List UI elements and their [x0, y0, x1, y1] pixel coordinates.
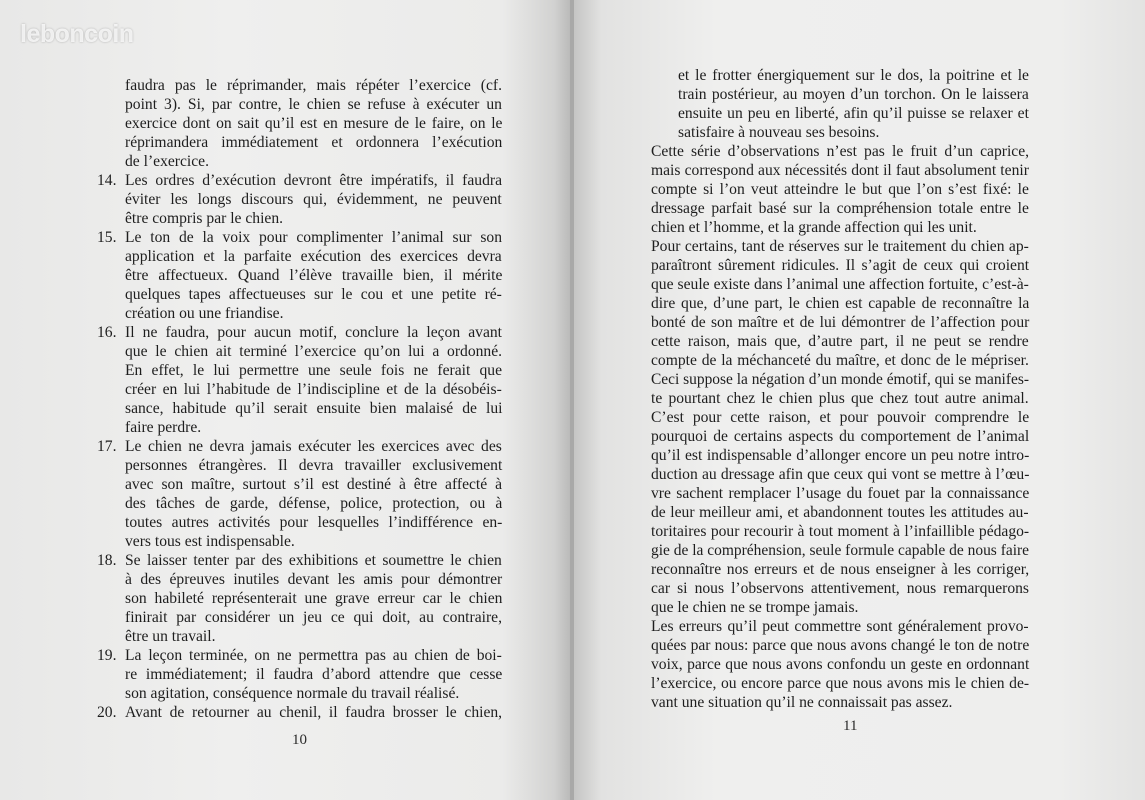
text-line: Pour certains, tant de réserves sur le traitement du chien ap- — [651, 238, 1029, 255]
text-line: toutes autres activités pour lesquelles l’indifférence en- — [125, 514, 503, 531]
text-line: réprimandera immédiatement et ordonnera l’exécution — [125, 134, 503, 151]
text-line: mais correspond aux nécessités dont il faut absolument tenir — [651, 162, 1029, 179]
text-line: créer en lui l’habitude de l’indiscipline et de la désobéis- — [125, 381, 502, 398]
text-line: vers tous est indispensable. — [125, 533, 295, 550]
text-line: Il ne faudra, pour aucun motif, conclure la leçon avant — [125, 324, 503, 341]
text-line: quelques tapes affectueuses sur le cou et une petite ré- — [125, 286, 502, 303]
text-line: exercice dont on sait qu’il est en mesure de le faire, on le — [125, 115, 503, 132]
text-line: cette raison, mais que, d’autre part, il ne peut se rendre — [651, 333, 1029, 350]
text-line: C’est pour cette raison, et pour pouvoir comprendre le — [651, 409, 1030, 426]
text-line: des tâches de garde, défense, police, protection, ou à — [125, 495, 503, 512]
text-line: car si nous l’observons attentivement, nous remarquerons — [651, 580, 1029, 597]
text-line: Le chien ne devra jamais exécuter les exercices avec des — [125, 438, 502, 455]
text-line: dire que, d’une part, le chien est capable de reconnaître la — [651, 295, 1030, 312]
text-line: sance, habitude qu’il serait ensuite bien malaisé de lui — [125, 400, 503, 417]
text-line: Les ordres d’exécution devront être impératifs, il faudra — [125, 172, 502, 189]
text-line: train postérieur, au moyen d’un torchon. On le laissera — [678, 86, 1029, 103]
item-number: 18. — [97, 552, 117, 569]
text-line: compte si l’on veut atteindre le but que l’on s’est fixé: le — [651, 181, 1029, 198]
text-line: création ou une friandise. — [125, 305, 284, 322]
item-number: 19. — [97, 647, 117, 664]
text-line: avec son maître, surtout s’il est destiné à être affecté à — [125, 476, 503, 493]
text-line: La leçon terminée, on ne permettra pas au chien de boi- — [125, 647, 502, 664]
item-number: 14. — [97, 172, 117, 189]
text-line: vant une situation qu’il ne connaissait pas assez. — [651, 694, 953, 711]
text-line: gie de la compréhension, seule formule capable de nous faire — [651, 542, 1030, 559]
text-line: éviter les longs discours qui, évidemment, ne peuvent — [125, 191, 502, 208]
text-line: faire perdre. — [125, 419, 202, 436]
text-line: ensuite un peu en liberté, afin qu’il puisse se relaxer et — [678, 105, 1029, 122]
text-line: que le chien ne se trompe jamais. — [651, 599, 859, 616]
text-line: personnes étrangères. Il devra travailler exclusivement — [125, 457, 503, 474]
text-line: que seule existe dans l’animal une affection fortuite, c’est-à- — [651, 276, 1029, 293]
text-line: Cette série d’observations n’est pas le fruit d’un caprice, — [651, 143, 1030, 160]
text-line: Le ton de la voix pour complimenter l’animal sur son — [125, 229, 503, 246]
text-line: bonté de son maître et de lui démontrer de l’affection pour — [651, 314, 1030, 331]
text-line: reconnaître nos erreurs et de nous enseigner à les corriger, — [651, 561, 1030, 578]
text-line: compte de la méchanceté du maître, et donc de le mépriser. — [651, 352, 1029, 369]
text-line: son agitation, conséquence normale du travail réalisé. — [125, 685, 460, 702]
item-number: 15. — [97, 229, 117, 246]
text-line: toritaires pour recourir à tout moment à l’infaillible pédago- — [651, 523, 1030, 540]
item-number: 17. — [97, 438, 117, 455]
text-line: qu’il est indispensable d’allonger encore un peu notre intro- — [651, 447, 1030, 464]
text-line: point 3). Si, par contre, le chien se refuse à exécuter un — [125, 96, 502, 113]
left-page-number: 10 — [292, 732, 307, 748]
text-line: à des épreuves inutiles devant les amis pour démontrer — [125, 571, 503, 588]
text-line: être compris par le chien. — [125, 210, 284, 227]
text-line: Avant de retourner au chenil, il faudra brosser le chien, — [125, 704, 503, 721]
text-line: Les erreurs qu’il peut commettre sont généralement provo- — [651, 618, 1029, 635]
text-line: te pourtant chez le chien plus que chez tout autre animal. — [651, 390, 1029, 407]
text-line: satisfaire à nouveau ses besoins. — [678, 124, 880, 141]
text-line: quées par nous: parce que nous avons changé le ton de notre — [651, 637, 1030, 654]
right-page-number: 11 — [843, 718, 858, 734]
text-line: Se laisser tenter par des exhibitions et soumettre le chien — [125, 552, 502, 569]
text-line: finirait par considérer un jeu ce qui doit, au contraire, — [125, 609, 502, 626]
text-line: paraîtront sûrement ridicules. Il s’agit de ceux qui croient — [651, 257, 1030, 274]
text-line: pourquoi de certains aspects du comportement de l’animal — [651, 428, 1030, 445]
text-line: vre sachent remplacer l’usage du fouet par la connaissance — [651, 485, 1030, 502]
text-line: chien et l’homme, et la grande affection qui les unit. — [651, 219, 977, 236]
text-line: de leur meilleur ami, et abandonnent toutes les attitudes au- — [651, 504, 1029, 521]
text-line: re immédiatement; il faudra d’abord attendre que cesse — [125, 666, 503, 683]
item-number: 20. — [97, 704, 117, 721]
item-number: 16. — [97, 324, 117, 341]
text-line: l’exercice, ou encore parce que nous avons mis le chien de- — [651, 675, 1030, 692]
text-line: dressage parfait basé sur la compréhension totale entre le — [651, 200, 1029, 217]
text-line: et le frotter énergiquement sur le dos, la poitrine et le — [678, 67, 1029, 84]
text-line: son habileté représenterait une grave erreur car le chien — [125, 590, 503, 607]
text-line: faudra pas le réprimander, mais répéter l’exercice (cf. — [125, 77, 503, 94]
text-line: de l’exercice. — [125, 153, 209, 170]
text-line: voix, parce que nous avons confondu un geste en ordonnant — [651, 656, 1030, 673]
text-line: En effet, le lui permettre une seule fois ne ferait que — [125, 362, 503, 379]
text-line: Ceci suppose la négation d’un monde émotif, qui se manifes- — [651, 371, 1029, 388]
text-line: être affectueux. Quand l’élève travaille bien, il mérite — [125, 267, 503, 284]
text-line: duction au dressage afin que ceux qui vont se mettre à l’œu- — [651, 466, 1030, 483]
text-line: être un travail. — [125, 628, 216, 645]
leboncoin-watermark: leboncoin — [20, 20, 134, 48]
text-line: application et la parfaite exécution des exercices devra — [125, 248, 502, 265]
text-line: que le chien ait terminé l’exercice qu’on lui a ordonné. — [125, 343, 503, 360]
